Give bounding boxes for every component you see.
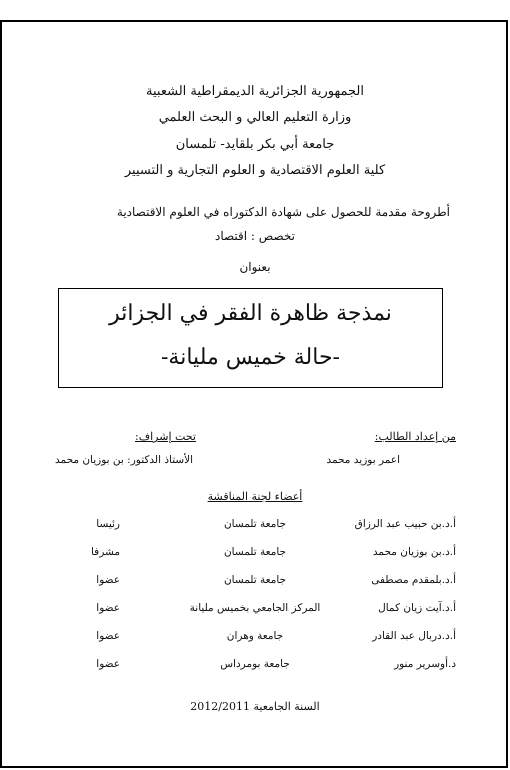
supervisor-label: تحت إشراف:	[135, 430, 196, 443]
member-role: عضوا	[96, 658, 120, 670]
student-label: من إعداد الطالب:	[374, 430, 456, 443]
member-name: أ.د.بلمقدم مصطفى	[371, 574, 456, 586]
student-name: اعمر بوزيد محمد	[326, 454, 400, 466]
republic-name: الجمهورية الجزائرية الديمقراطية الشعبية	[146, 84, 364, 99]
member-name: أ.د.دربال عبد القادر	[372, 630, 456, 642]
member-role: رئيسا	[96, 518, 120, 530]
thesis-purpose: أطروحة مقدمة للحصول على شهادة الدكتوراه في العلوم الاقتصادية	[116, 205, 450, 219]
ministry-name: وزارة التعليم العالي و البحث العلمي	[158, 110, 352, 125]
faculty-name: كلية العلوم الاقتصادية و العلوم التجارية و التسيير	[124, 163, 386, 178]
committee-heading: أعضاء لجنة المناقشة	[207, 490, 303, 503]
title-box	[58, 288, 443, 388]
member-name: د.أوسرير منور	[394, 658, 456, 670]
member-institution: جامعة تلمسان	[223, 518, 287, 530]
member-name: أ.د.آيت زيان كمال	[378, 602, 456, 614]
university-name: جامعة أبي بكر بلقايد- تلمسان	[175, 137, 335, 152]
member-role: عضوا	[96, 630, 120, 642]
member-institution: جامعة تلمسان	[223, 546, 287, 558]
member-role: عضوا	[96, 602, 120, 614]
member-institution: المركز الجامعي بخميس مليانة	[189, 602, 321, 614]
supervisor-name: الأستاذ الدكتور: بن بوزيان محمد	[55, 454, 194, 466]
member-institution: جامعة وهران	[226, 630, 284, 642]
academic-year: السنة الجامعية 2012/2011	[190, 700, 320, 713]
member-role: مشرفا	[90, 546, 120, 558]
member-institution: جامعة بومرداس	[220, 658, 290, 670]
member-name: أ.د.بن بوزيان محمد	[372, 546, 456, 558]
member-role: عضوا	[96, 574, 120, 586]
member-institution: جامعة تلمسان	[223, 574, 287, 586]
thesis-title-line1: نمذجة ظاهرة الفقر في الجزائر	[109, 301, 392, 326]
page-border	[0, 20, 508, 768]
member-name: أ.د.بن حبيب عبد الرزاق	[354, 518, 456, 530]
thesis-title-line2: -حالة خميس مليانة-	[161, 345, 340, 370]
title-label: بعنوان	[239, 260, 271, 274]
specialty: تخصص : اقتصاد	[215, 229, 295, 243]
